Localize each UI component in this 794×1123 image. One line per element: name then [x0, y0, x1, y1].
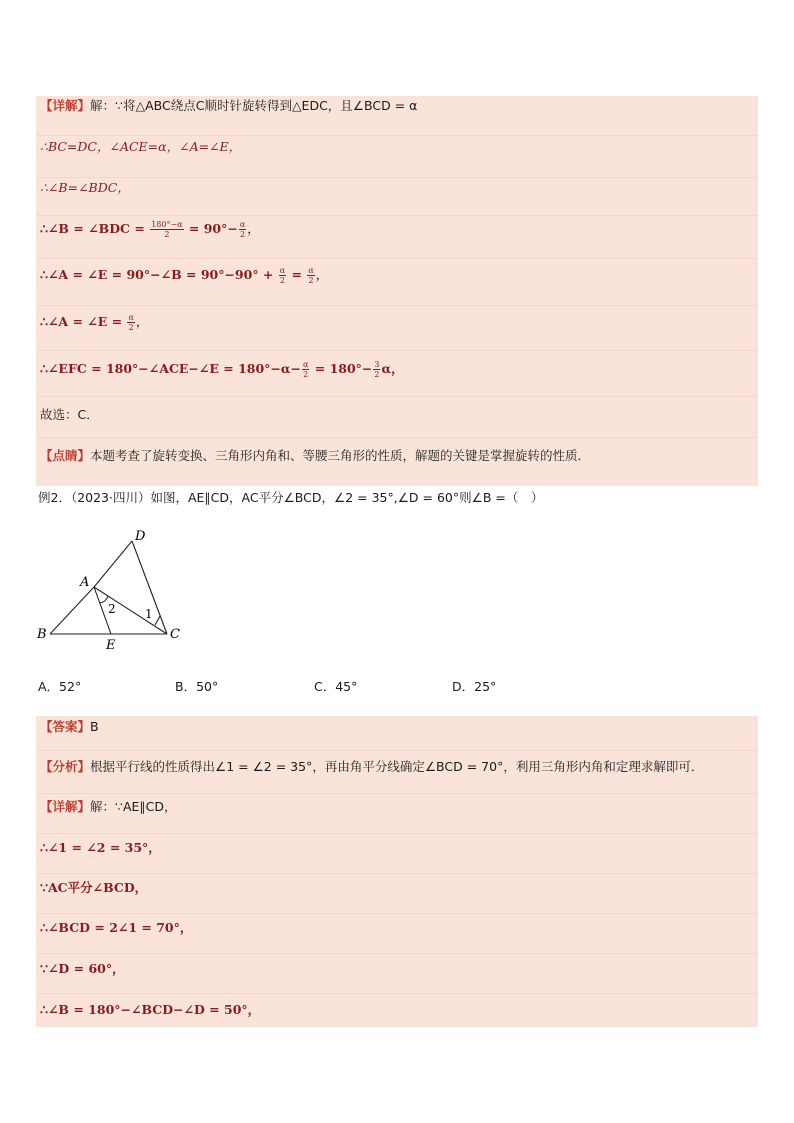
solution-line-fraction: ∴∠EFC = 180°−∠ACE−∠E = 180°−α− $\frac{\alpha}{2}$ = 180°− $\frac{3}{2}$ α， — [40, 360, 404, 379]
fraction: $\frac{\alpha}{2}$ — [128, 313, 134, 332]
answer-line: 【答案】B — [40, 719, 99, 734]
fraction: $\frac{\alpha}{2}$ — [308, 266, 314, 285]
solution-line-fraction: ∴∠B = ∠BDC = $\frac{180^\circ-\alpha}{2}$ = 90°− $\frac{\alpha}{2}$ ， — [40, 220, 260, 239]
detail-text: 解：∵将△ABC绕点C顺时针旋转得到△EDC，且∠BCD = α — [90, 98, 418, 113]
solution-line: ∴∠B = 180°−∠BCD−∠D = 50°， — [40, 1002, 261, 1017]
divider — [36, 953, 758, 954]
label-d: D — [135, 529, 146, 544]
divider — [36, 305, 758, 306]
geometry-figure — [34, 524, 194, 654]
divider — [36, 793, 758, 794]
option-c: C．45° — [314, 679, 358, 694]
solution-line: ∴∠BCD = 2∠1 = 70°， — [40, 920, 193, 935]
fraction: $\frac{\alpha}{2}$ — [279, 266, 286, 285]
label-b: B — [37, 627, 47, 642]
segment-ac — [94, 587, 167, 634]
comment-line: 【点睛】本题考查了旋转变换、三角形内角和、等腰三角形的性质，解题的关键是掌握旋转的性质． — [40, 448, 591, 463]
solution-line: ∵∠D = 60°， — [40, 961, 125, 976]
angle-arc-2 — [100, 596, 108, 603]
fraction: $\frac{3}{2}$ — [374, 360, 380, 379]
divider — [36, 913, 758, 914]
option-b: B．50° — [175, 679, 219, 694]
segment-ba — [50, 587, 94, 634]
answer-tag: 【答案】 — [40, 719, 91, 734]
angle-arc-1 — [155, 616, 160, 625]
question-text: 例2．（2023·四川）如图，AE∥CD，AC平分∠BCD，∠2 = 35°,∠D = 60°则∠B =（ ） — [38, 490, 544, 505]
label-a: A — [80, 575, 90, 590]
detail-tag: 【详解】 — [40, 799, 91, 814]
analysis-line: 【分析】根据平行线的性质得出∠1 = ∠2 = 35°，再由角平分线确定∠BCD = 70°，利用三角形内角和定理求解即可． — [40, 759, 704, 774]
detail-heading-line — [40, 97, 756, 115]
solution-line: ∵AC平分∠BCD， — [40, 880, 148, 895]
comment-tag: 【点睛】 — [40, 448, 91, 463]
solution-line-fraction: ∴∠A = ∠E = 90°−∠B = 90°−90° + $\frac{\alpha}{2}$ = $\frac{\alpha}{2}$ ， — [40, 266, 329, 285]
detail-heading-line: 【详解】解：∵AE∥CD， — [40, 799, 177, 814]
divider — [36, 833, 758, 834]
option-a: A．52° — [38, 679, 82, 694]
option-d: D．25° — [452, 679, 497, 694]
divider — [36, 873, 758, 874]
label-c: C — [170, 627, 180, 642]
divider — [36, 135, 758, 136]
label-angle-2: 2 — [108, 602, 116, 616]
divider — [36, 177, 758, 178]
divider — [36, 396, 758, 397]
divider — [36, 258, 758, 259]
segment-ad — [94, 541, 132, 587]
divider — [36, 215, 758, 216]
solution-line-fraction: ∴∠A = ∠E = $\frac{\alpha}{2}$ ， — [40, 313, 149, 332]
analysis-tag: 【分析】 — [40, 759, 91, 774]
fraction: $\frac{180^\circ-\alpha}{2}$ — [151, 220, 183, 239]
divider — [36, 437, 758, 438]
detail-tag: 【详解】 — [40, 98, 91, 113]
solution-line: ∴∠B=∠BDC， — [40, 180, 130, 195]
fraction: $\frac{\alpha}{2}$ — [239, 220, 246, 239]
divider — [36, 750, 758, 751]
label-e: E — [106, 638, 116, 653]
fraction: $\frac{\alpha}{2}$ — [302, 360, 309, 379]
divider — [36, 993, 758, 994]
answer-choice-line: 故选：C． — [40, 407, 99, 422]
divider — [36, 350, 758, 351]
label-angle-1: 1 — [145, 607, 153, 621]
solution-line: ∴∠1 = ∠2 = 35°， — [40, 840, 161, 855]
solution-line: ∴BC=DC，∠ACE=α，∠A=∠E， — [40, 139, 242, 154]
